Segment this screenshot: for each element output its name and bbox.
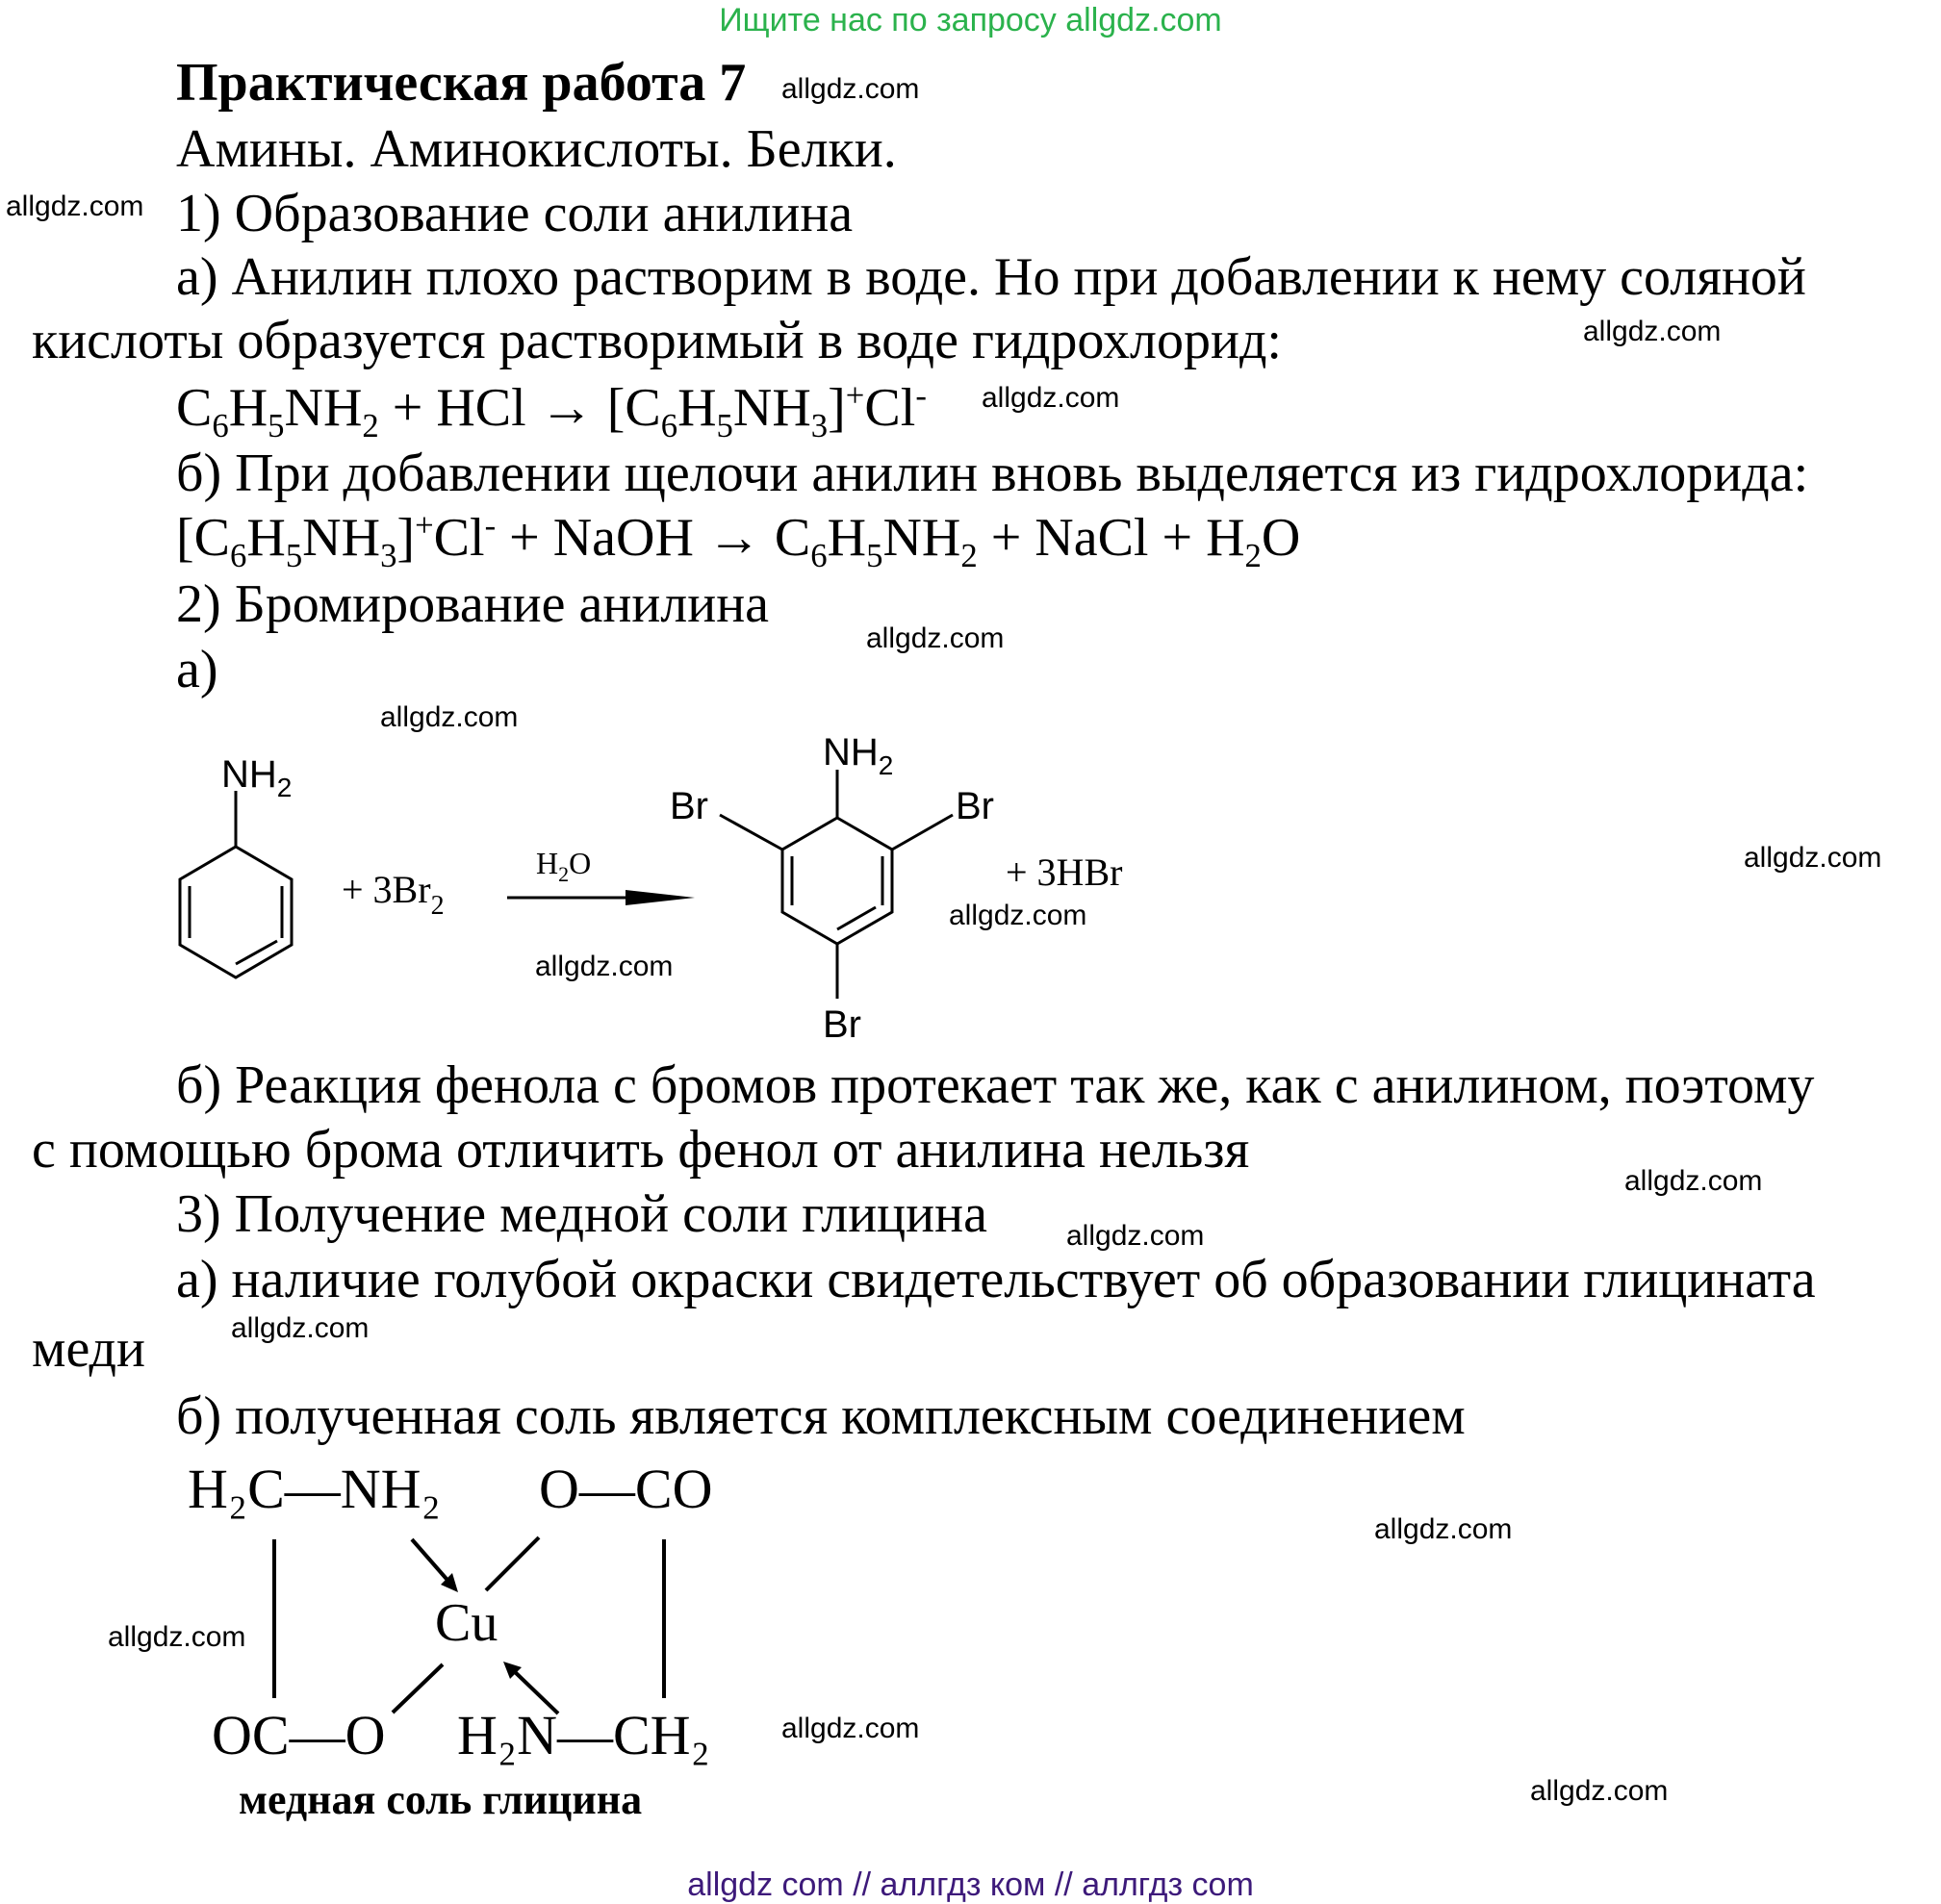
ligand-bottom-left: OC—O — [212, 1704, 386, 1766]
equation-1: $C_6H_5NH_2$ + HCl → $[C_6H_5NH_3]^+Cl^-$ — [176, 376, 927, 445]
section-2-heading: 2) Бромирование анилина — [176, 574, 770, 634]
aniline-molecule — [180, 791, 292, 977]
watermark: allgdz.com — [866, 622, 1005, 654]
section-3a-line2: меди — [32, 1319, 146, 1379]
br-right-label: Br — [956, 785, 994, 827]
section-1-heading: 1) Образование соли анилина — [176, 184, 854, 243]
section-1a-text: а) Анилин плохо растворим в воде. Но при добавлении к нему соляной — [176, 247, 1806, 307]
document-title: Практическая работа 7 — [176, 53, 747, 113]
section-2b-line2: с помощью брома отличить фенол от анилина нельзя — [32, 1120, 1250, 1180]
watermark: allgdz.com — [982, 382, 1120, 414]
byproduct-label: + 3HBr — [1006, 850, 1123, 894]
watermark: allgdz.com — [1374, 1513, 1513, 1545]
br-bottom-label: Br — [823, 1003, 861, 1046]
section-3b-text: б) полученная соль является комплексным соединением — [176, 1386, 1466, 1446]
br-left-label: Br — [670, 785, 708, 827]
ligand-top-left: H₂C—NH₂ — [188, 1458, 441, 1520]
copper-center: Cu — [435, 1593, 498, 1653]
watermark: allgdz.com — [6, 190, 144, 222]
watermark: allgdz.com — [1624, 1165, 1763, 1197]
watermark: allgdz.com — [108, 1621, 246, 1653]
ligand-top-right: O—CO — [539, 1458, 713, 1520]
watermark: allgdz.com — [1583, 316, 1722, 347]
reagent-label: + $3Br_2$ — [342, 868, 445, 921]
condition-label: $H_2O$ — [536, 846, 592, 886]
aniline-nh2-label: $NH_2$ — [221, 753, 293, 802]
section-3-heading: 3) Получение медной соли глицина — [176, 1184, 987, 1244]
complex-caption: медная соль глицина — [239, 1776, 643, 1823]
watermark: allgdz.com — [1066, 1220, 1205, 1252]
bottom-banner: allgdz com // аллгдз ком // аллгдз com — [687, 1866, 1254, 1903]
section-2b-line1 — [176, 1054, 1932, 1116]
equation-2: $[C_6H_5NH_3]^+Cl^-$ + NaOH → $C_6H_5NH_2$ + NaCl + $H_2O$ — [176, 506, 1301, 575]
document-subtitle: Амины. Аминокислоты. Белки. — [176, 119, 897, 179]
watermark: allgdz.com — [231, 1312, 370, 1344]
section-2b-text: б) Реакция фенола с бромов протекает так же, как с анилином, поэтому — [176, 1055, 1815, 1115]
section-1a-line1 — [176, 246, 1932, 308]
watermark: allgdz.com — [781, 1713, 920, 1744]
reaction-arrow-head — [626, 890, 695, 905]
tribromoaniline-molecule — [720, 770, 953, 999]
section-3a-text: а) наличие голубой окраски свидетельствует об образовании глицината — [176, 1250, 1816, 1309]
watermark: allgdz.com — [1530, 1775, 1669, 1807]
watermark: allgdz.com — [1744, 842, 1882, 874]
watermark: allgdz.com — [535, 951, 674, 982]
product-nh2-label: $NH_2$ — [823, 731, 894, 780]
ligand-bottom-right: H₂N—CH₂ — [457, 1704, 710, 1766]
copper-glycinate-scheme — [173, 1448, 789, 1852]
section-1b-text: б) При добавлении щелочи анилин вновь выделяется из гидрохлорида: — [176, 444, 1809, 503]
section-1a-line2: кислоты образуется растворимый в воде гидрохлорид: — [32, 311, 1282, 370]
section-2a-label: а) — [176, 640, 218, 699]
bromination-scheme — [0, 693, 1251, 1058]
top-banner: Ищите нас по запросу allgdz.com — [719, 2, 1222, 38]
watermark: allgdz.com — [781, 73, 920, 105]
section-3a-line1 — [176, 1249, 1932, 1310]
watermark: allgdz.com — [380, 701, 519, 733]
watermark: allgdz.com — [949, 900, 1087, 931]
